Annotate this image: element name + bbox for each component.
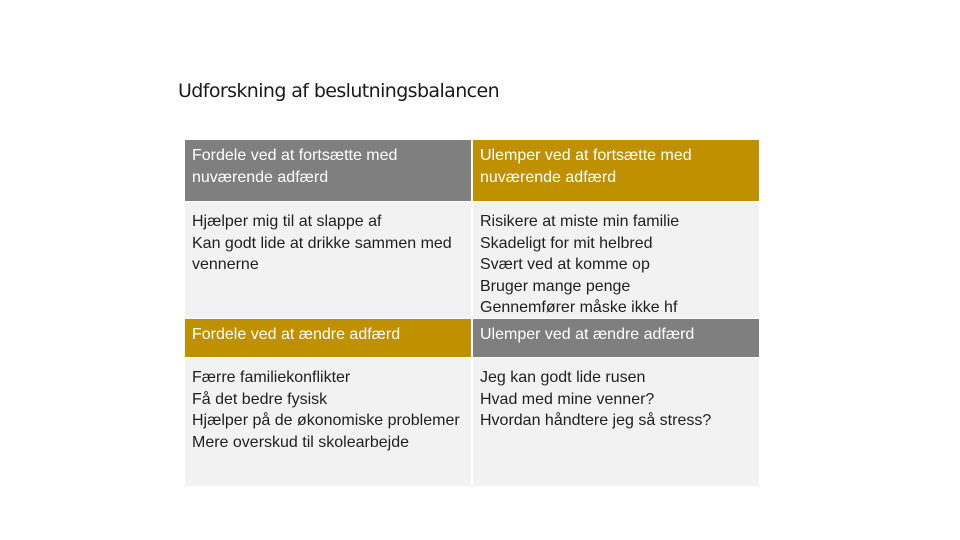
cons-continue-cell <box>473 202 759 318</box>
header-pros-continue-label: Fordele ved at fortsætte med nuværende adfærd <box>192 147 398 186</box>
list-item: Jeg kan godt lide rusen <box>480 369 646 386</box>
list-item: Bruger mange penge <box>480 277 631 295</box>
cons-change-cell <box>473 358 759 486</box>
list-item: Færre familiekonflikter <box>192 369 351 386</box>
list-item: Svært ved at komme op <box>480 256 650 273</box>
list-item: Hvad med mine venner? <box>480 390 655 408</box>
header-cons-change-label: Ulemper ved at ændre adfærd <box>480 326 695 343</box>
header-cons-continue-label: Ulemper ved at fortsætte med nuværende adfærd <box>480 147 692 186</box>
header-cons-continue <box>473 140 759 201</box>
decision-balance-table <box>185 140 757 486</box>
list-item: Hjælper på de økonomiske problemer <box>192 412 460 429</box>
list-item: Gennemfører måske ikke hf <box>480 299 678 316</box>
list-item: Få det bedre fysisk <box>192 390 328 408</box>
list-item: Mere overskud til skolearbejde <box>192 433 409 451</box>
list-item: Risikere at miste min familie <box>480 213 680 230</box>
header-pros-change-label: Fordele ved at ændre adfærd <box>192 326 401 343</box>
list-item: Kan godt lide at drikke sammen med vennerne <box>192 234 452 273</box>
header-cons-change <box>473 319 759 357</box>
pros-change-cell <box>185 358 471 486</box>
pros-continue-cell <box>185 202 471 318</box>
header-pros-change <box>185 319 471 357</box>
slide-title: Udforskning af beslutningsbalancen <box>178 80 500 102</box>
list-item: Skadeligt for mit helbred <box>480 234 653 252</box>
list-item: Hjælper mig til at slappe af <box>192 213 382 230</box>
header-pros-continue <box>185 140 471 201</box>
list-item: Hvordan håndtere jeg så stress? <box>480 412 712 429</box>
